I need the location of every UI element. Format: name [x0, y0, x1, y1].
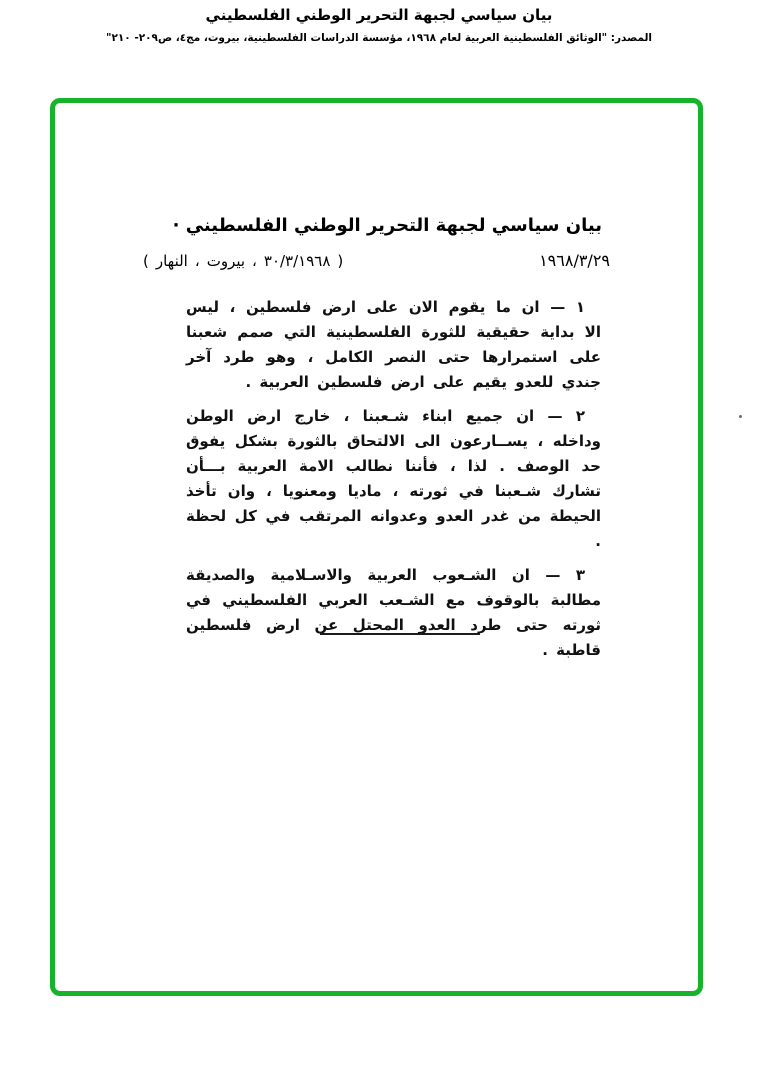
- header-title: بيان سياسي لجبهة التحرير الوطني الفلسطيني: [205, 6, 553, 24]
- document-date-line: [143, 251, 610, 270]
- document-title: بيان سياسي لجبهة التحرير الوطني الفلسطيني ·: [172, 215, 602, 236]
- document-body: [186, 295, 601, 672]
- citation-comma: ،: [252, 252, 257, 270]
- citation-city: بيروت: [206, 252, 246, 270]
- header-source-line: المصدر: "الوثائق الفلسطينية العربية لعام ١٩٦٨، مؤسسة الدراسات الفلسطينية، بيروت، مج٤، ص٢٠٩- ٢١٠": [105, 32, 653, 44]
- citation-comma: ،: [194, 252, 200, 270]
- paragraph-1: ١ — ان ما يقوم الان على ارض فلسطين ، ليس الا بداية حقيقية للثورة الفلسطينية التي صمم شعبنا على استمرارها حتى النصر الكامل ، وهو طرد آخر جندي للعدو يقيم على ارض فلسطين العربية .: [186, 298, 601, 391]
- document-date: ١٩٦٨/٣/٢٩: [539, 251, 610, 270]
- citation-close-paren: ): [337, 252, 344, 270]
- citation-date: ٣٠/٣/١٩٦٨: [263, 252, 331, 270]
- paragraph-2: ٢ — ان جميع ابناء شـعبنا ، خارج ارض الوطن وداخله ، يســارعون الى الالتحاق بالثورة بشكل يفوق حد الوصف . لذا ، فأننا نطالب الامة العربية بـــأن تشارك شـعبنا في ثورته ، ماديا ومعنويا ، وان تأخذ الحيطة من غدر العدو وعدوانه المرتقب في كل لحظة .: [186, 407, 601, 550]
- document-highlight-box: [50, 98, 703, 996]
- scan-artifact-dot: [739, 415, 742, 418]
- newspaper-citation: [143, 252, 343, 270]
- end-divider: [320, 633, 480, 635]
- page-header: [0, 6, 758, 44]
- citation-newspaper: النهار: [155, 252, 188, 270]
- citation-open-paren: (: [143, 252, 149, 270]
- paragraph-3: ٣ — ان الشـعوب العربية والاسـلامية والصديقة مطالبة بالوقوف مع الشـعب العربي الفلسطيني في ثورته حتى طرد العدو المحتل عن ارض فلسطين قاطبة .: [186, 566, 601, 659]
